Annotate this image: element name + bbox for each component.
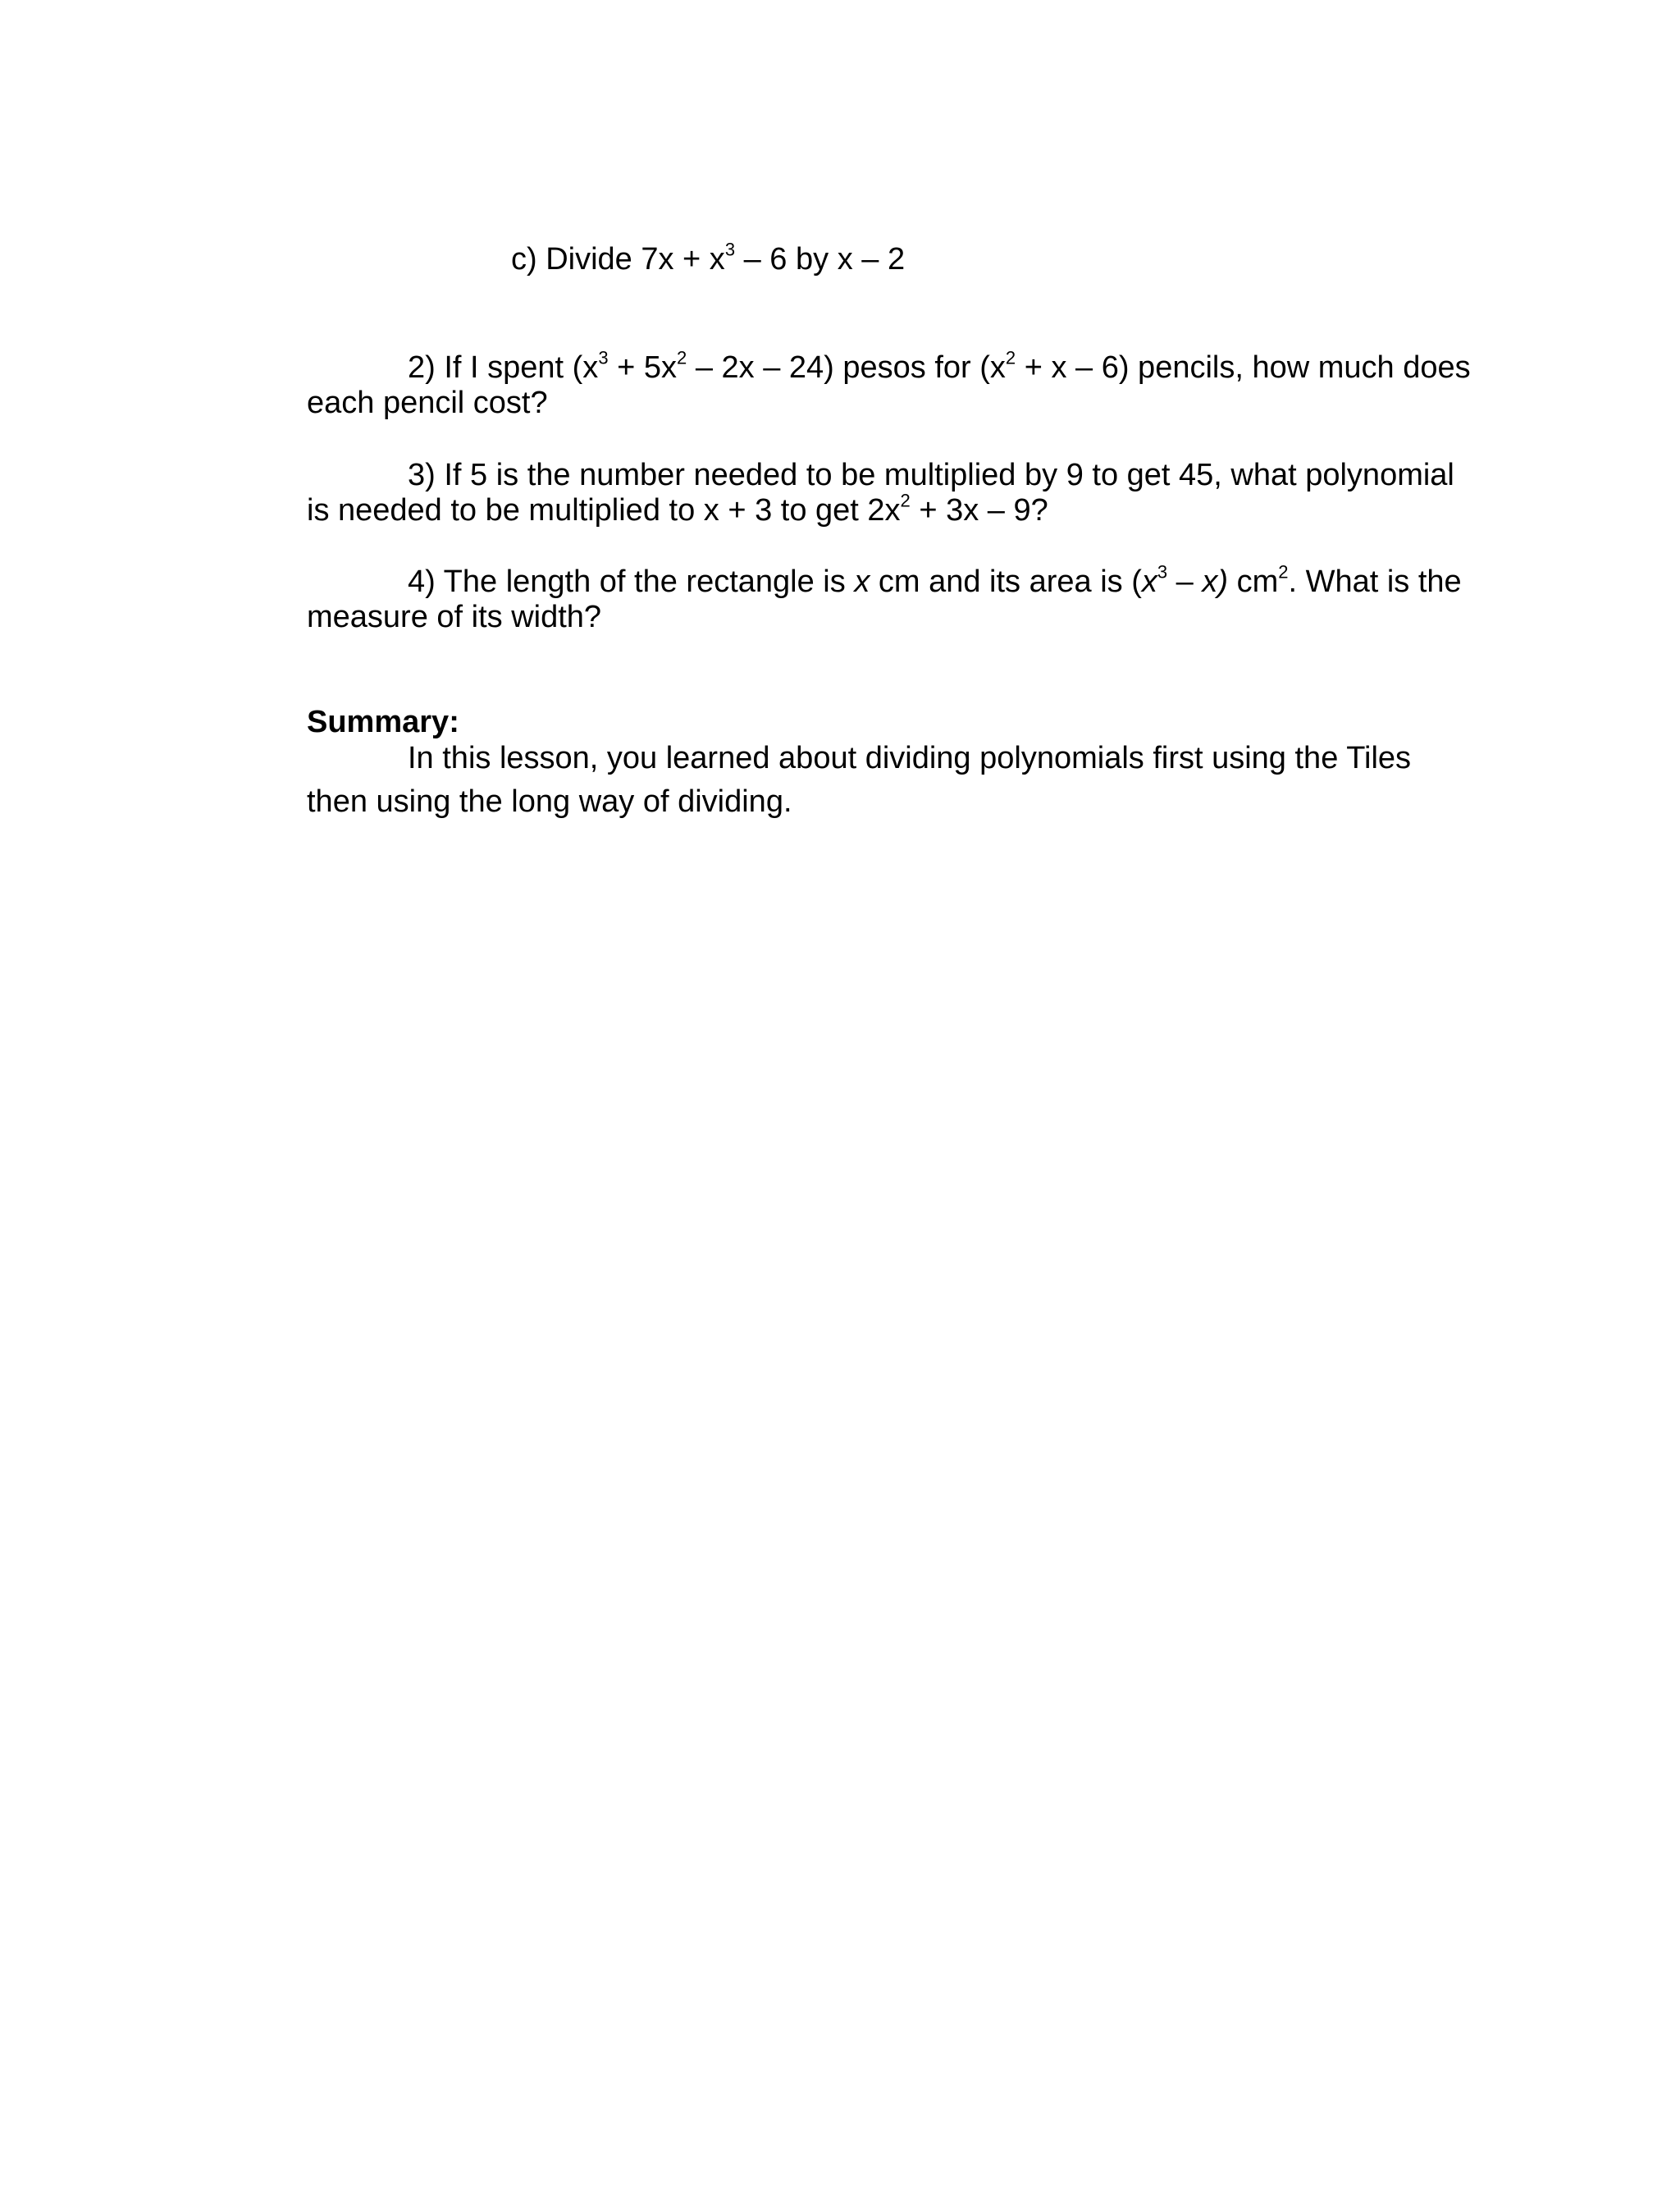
problem-2-text: + x – 6) pencils, how much does xyxy=(1016,350,1471,385)
problem-4-text: cm and its area is ( xyxy=(870,565,1142,599)
problem-4-text: 4) The length of the rectangle is xyxy=(408,565,855,599)
problem-2-text: – 2x – 24) pesos for (x xyxy=(687,350,1006,385)
exponent: 2 xyxy=(1005,347,1016,368)
variable-x: x xyxy=(854,565,870,599)
exercise-c xyxy=(511,241,905,277)
problem-4-line-1 xyxy=(408,561,1462,600)
problem-2-line-2: each pencil cost? xyxy=(307,386,548,420)
problem-2-text: 2) If I spent (x xyxy=(408,350,599,385)
exponent: 2 xyxy=(900,490,911,511)
exponent: 3 xyxy=(1157,561,1168,583)
exponent: 2 xyxy=(677,347,687,368)
exponent: 3 xyxy=(724,239,736,260)
variable-x: x) xyxy=(1202,565,1229,599)
problem-3-text: + 3x – 9? xyxy=(910,493,1048,528)
exponent: 2 xyxy=(1278,561,1289,583)
exercise-c-text-end: – 6 by x – 2 xyxy=(735,242,906,277)
problem-4-text: – xyxy=(1167,565,1203,599)
problem-3-text: is needed to be multiplied to x + 3 to get 2x xyxy=(307,493,901,528)
summary-heading: Summary: xyxy=(307,705,459,739)
problem-3-line-1: 3) If 5 is the number needed to be multiplied by 9 to get 45, what polynomial xyxy=(408,458,1454,492)
summary-line-1: In this lesson, you learned about dividing polynomials first using the Tiles xyxy=(408,741,1412,775)
variable-x: x xyxy=(1141,565,1157,599)
problem-4-line-2: measure of its width? xyxy=(307,600,602,634)
problem-4-text: . What is the xyxy=(1288,565,1462,599)
summary-line-2: then using the long way of dividing. xyxy=(307,784,792,819)
exponent: 3 xyxy=(598,347,609,368)
exercise-c-text: c) Divide 7x + x xyxy=(511,242,725,277)
problem-2-line-1 xyxy=(408,347,1471,386)
problem-4-text: cm xyxy=(1228,565,1279,599)
problem-2-text: + 5x xyxy=(608,350,678,385)
problem-3-line-2 xyxy=(307,492,1048,528)
